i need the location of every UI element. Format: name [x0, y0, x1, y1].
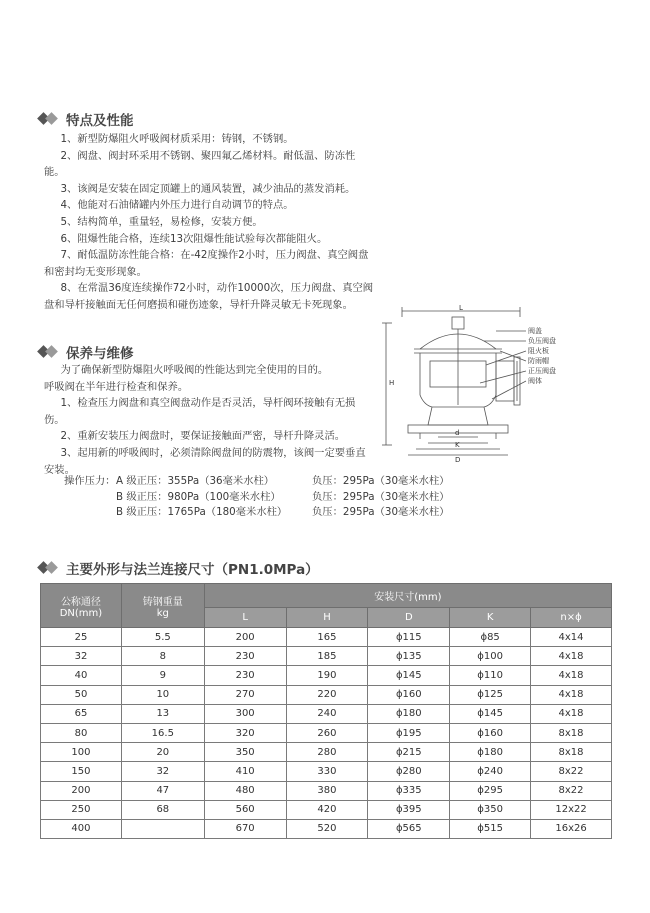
table-row: [41, 819, 612, 838]
table-row: [41, 666, 612, 685]
pressure-row: [64, 490, 464, 506]
table-row: [41, 704, 612, 723]
label-rain-cap: 防雨帽: [528, 357, 549, 365]
table-cell: 8x22: [531, 781, 612, 800]
table-cell: ϕ565: [368, 819, 450, 838]
table-cell: 4x14: [531, 628, 612, 647]
positive-pressure: B 级正压：1765Pa（180毫米水柱）: [116, 506, 288, 518]
table-cell: 280: [286, 743, 368, 762]
maintenance-list: [44, 362, 374, 478]
table-row: [41, 723, 612, 742]
table-row: [41, 800, 612, 819]
maintenance-item: 1、检查压力阀盘和真空阀盘动作是否灵活，导杆阀环接触有无损伤。: [44, 397, 356, 426]
feature-item: 6、阻爆性能合格，连续13次阻爆性能试验每次都能阻火。: [60, 232, 328, 245]
table-cell: ϕ395: [368, 800, 450, 819]
table-cell: 8: [121, 647, 204, 666]
maintenance-title: 保养与维修: [66, 346, 134, 362]
header-k: K: [450, 608, 531, 628]
feature-item: 7、耐低温防冻性能合格：在-42度操作2小时，压力阀盘、真空阀盘和密封均无变形现象。: [44, 249, 369, 278]
dim-d: D: [455, 456, 461, 464]
table-cell: 5.5: [121, 628, 204, 647]
negative-pressure: 负压：295Pa（30毫米水柱）: [312, 475, 450, 487]
table-heading: [38, 558, 319, 578]
feature-item: 3、该阀是安装在固定顶罐上的通风装置，减少油品的蒸发消耗。: [60, 182, 356, 195]
table-cell: 165: [286, 628, 368, 647]
table-cell: ϕ160: [450, 723, 531, 742]
table-cell: 47: [121, 781, 204, 800]
table-title: 主要外形与法兰连接尺寸（PN1.0MPa）: [66, 562, 319, 578]
negative-pressure: 负压：295Pa（30毫米水柱）: [312, 490, 450, 503]
dim-h: H: [389, 379, 395, 387]
table-cell: 32: [121, 762, 204, 781]
table-cell: 12x22: [531, 800, 612, 819]
table-cell: 270: [204, 685, 286, 704]
table-cell: 8x18: [531, 723, 612, 742]
table-cell: ϕ195: [368, 723, 450, 742]
table-cell: 410: [204, 762, 286, 781]
maintenance-intro-2: 呼吸阀在半年进行检查和保养。: [44, 380, 189, 393]
table-cell: 260: [286, 723, 368, 742]
table-cell: ϕ125: [450, 685, 531, 704]
maintenance-heading: [38, 342, 134, 362]
table-cell: 330: [286, 762, 368, 781]
table-cell: 16.5: [121, 723, 204, 742]
diamond-bullet-icon: [38, 345, 62, 359]
feature-item: 1、新型防爆阻火呼吸阀材质采用：铸钢，不锈钢。: [60, 133, 294, 145]
header-install: 安装尺寸(mm): [204, 584, 611, 608]
pressure-row: [64, 505, 464, 521]
table-cell: ϕ135: [368, 647, 450, 666]
table-cell: ϕ335: [368, 781, 450, 800]
table-cell: ϕ240: [450, 762, 531, 781]
maintenance-item: 3、起用新的呼吸阀时，必须清除阀盘间的防震物，该阀一定要垂直安装。: [44, 446, 366, 476]
table-cell: 380: [286, 781, 368, 800]
table-cell: 230: [204, 647, 286, 666]
positive-pressure: B 级正压：980Pa（100毫米水柱）: [116, 490, 281, 503]
dim-k: K: [455, 441, 460, 449]
table-cell: ϕ350: [450, 800, 531, 819]
table-cell: 8x22: [531, 762, 612, 781]
table-row: [41, 628, 612, 647]
table-cell: ϕ145: [450, 704, 531, 723]
table-cell: 13: [121, 704, 204, 723]
table-cell: 4x18: [531, 704, 612, 723]
feature-item: 4、他能对石油储罐内外压力进行自动调节的特点。: [60, 199, 294, 212]
table-cell: ϕ295: [450, 781, 531, 800]
negative-pressure: 负压：295Pa（30毫米水柱）: [312, 506, 450, 518]
table-cell: 230: [204, 666, 286, 685]
table-cell: 480: [204, 781, 286, 800]
table-cell: 520: [286, 819, 368, 838]
label-flame-arrester: 阻火板: [528, 347, 549, 355]
table-cell: 190: [286, 666, 368, 685]
features-heading: [38, 109, 134, 129]
table-row: [41, 781, 612, 800]
table-row: [41, 743, 612, 762]
table-cell: 250: [41, 800, 122, 819]
label-valve-body: 阀体: [528, 377, 542, 385]
table-cell: ϕ115: [368, 628, 450, 647]
table-cell: ϕ100: [450, 647, 531, 666]
header-d: D: [368, 608, 450, 628]
feature-item: 8、在常温36度连续操作72小时，动作10000次，压力阀盘、真空阀盘和导杆接触面无任何磨损和碰伤迹象，导杆升降灵敏无卡死现象。: [44, 282, 374, 311]
table-cell: 50: [41, 685, 122, 704]
table-row: [41, 762, 612, 781]
table-cell: ϕ160: [368, 685, 450, 704]
header-dn: 公称通径 DN(mm): [41, 584, 122, 628]
header-n-phi: n×ϕ: [531, 608, 612, 628]
header-l: L: [204, 608, 286, 628]
table-cell: 65: [41, 704, 122, 723]
table-cell: ϕ180: [450, 743, 531, 762]
table-cell: ϕ280: [368, 762, 450, 781]
table-cell: 300: [204, 704, 286, 723]
dimension-table: [40, 583, 612, 839]
pressure-row: [64, 474, 464, 490]
table-cell: 220: [286, 685, 368, 704]
dim-l: L: [459, 305, 463, 312]
table-cell: 68: [121, 800, 204, 819]
table-cell: 350: [204, 743, 286, 762]
table-row: [41, 685, 612, 704]
table-cell: 185: [286, 647, 368, 666]
table-cell: 9: [121, 666, 204, 685]
table-cell: 420: [286, 800, 368, 819]
table-cell: 40: [41, 666, 122, 685]
table-cell: ϕ215: [368, 743, 450, 762]
table-cell: 32: [41, 647, 122, 666]
feature-item: 2、阀盘、阀封环采用不锈钢、聚四氟乙烯材料。耐低温、防冻性能。: [44, 149, 356, 179]
table-cell: 10: [121, 685, 204, 704]
table-cell: 20: [121, 743, 204, 762]
valve-diagram: [380, 305, 610, 465]
table-cell: ϕ180: [368, 704, 450, 723]
label-valve-cover: 阀盖: [528, 327, 542, 335]
label-pressure-disc: 正压阀盘: [528, 367, 556, 375]
table-cell: 8x18: [531, 743, 612, 762]
header-h: H: [286, 608, 368, 628]
table-cell: ϕ110: [450, 666, 531, 685]
table-cell: 670: [204, 819, 286, 838]
diamond-bullet-icon: [38, 112, 62, 126]
table-row: [41, 647, 612, 666]
table-cell: 240: [286, 704, 368, 723]
positive-pressure: A 级正压：355Pa（36毫米水柱）: [116, 475, 275, 487]
table-cell: 4x18: [531, 647, 612, 666]
features-title: 特点及性能: [66, 113, 134, 129]
table-cell: 320: [204, 723, 286, 742]
pressure-label: 操作压力：: [64, 475, 116, 487]
dim-d-small: d: [455, 429, 460, 437]
table-cell: 560: [204, 800, 286, 819]
table-cell: 25: [41, 628, 122, 647]
header-weight: 铸钢重量 kg: [121, 584, 204, 628]
table-cell: 100: [41, 743, 122, 762]
table-cell: ϕ145: [368, 666, 450, 685]
table-cell: 150: [41, 762, 122, 781]
table-cell: ϕ515: [450, 819, 531, 838]
maintenance-intro: 为了确保新型防爆阻火呼吸阀的性能达到完全使用的目的。: [60, 364, 329, 376]
table-cell: [121, 819, 204, 838]
table-cell: 16x26: [531, 819, 612, 838]
maintenance-item: 2、重新安装压力阀盘时，要保证接触面严密，导杆升降灵活。: [60, 430, 346, 443]
table-cell: ϕ85: [450, 628, 531, 647]
label-vacuum-disc: 负压阀盘: [528, 337, 556, 345]
table-cell: 80: [41, 723, 122, 742]
diamond-bullet-icon: [38, 561, 62, 575]
table-cell: 400: [41, 819, 122, 838]
table-cell: 200: [41, 781, 122, 800]
table-cell: 200: [204, 628, 286, 647]
table-cell: 4x18: [531, 666, 612, 685]
feature-item: 5、结构简单，重量轻，易检修，安装方便。: [60, 215, 263, 228]
table-cell: 4x18: [531, 685, 612, 704]
features-list: [44, 131, 374, 314]
operating-pressure: [64, 474, 464, 521]
